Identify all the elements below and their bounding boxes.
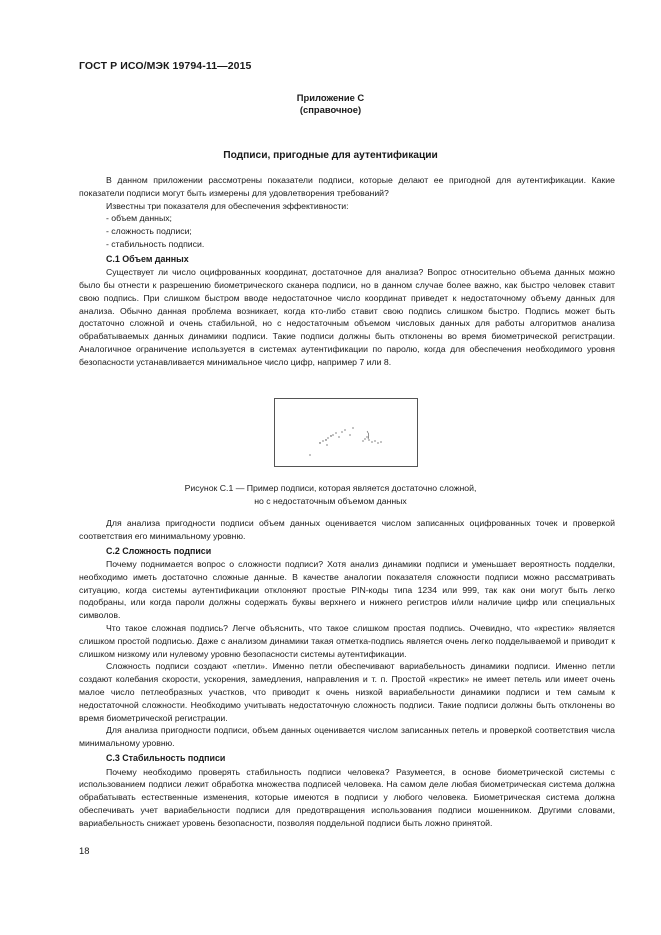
main-block	[79, 517, 615, 830]
page-number: 18	[79, 845, 90, 856]
intro-list-item: - объем данных;	[106, 213, 172, 224]
section-c2-heading: C.2 Сложность подписи	[106, 545, 212, 556]
intro-paragraph-1: В данном приложении рассмотрены показатели подписи, которые делают ее пригодной для аутентификации. Какие показатели подписи могут быть измерены для удовлетворения требований?	[79, 175, 615, 198]
sparse-signature-image	[275, 399, 417, 466]
figure-caption	[0, 482, 661, 507]
appendix-title: Приложение C	[296, 92, 365, 103]
section-c1-heading: C.1 Объем данных	[106, 253, 189, 264]
figure-caption-line-1: Рисунок C.1 — Пример подписи, которая является достаточно сложной,	[184, 483, 477, 493]
section-title: Подписи, пригодные для аутентификации	[223, 150, 438, 161]
c2-paragraph-2: Что такое сложная подпись? Легче объяснить, что такое слишком простая подпись. Очевидно, что «крестик» является слишком простой подписью. Даже с анализом динамики такая отметка-подпись является очень легко подделываемой и приводит к слишком низкому или нулевому уровню безопасности системы аутентификации.	[79, 623, 615, 659]
standard-header: ГОСТ Р ИСО/МЭК 19794-11—2015	[79, 60, 252, 72]
section-c3-heading: C.3 Стабильность подписи	[106, 753, 226, 764]
appendix-subtitle: (справочное)	[299, 104, 362, 115]
appendix-heading	[0, 92, 661, 116]
intro-list-item: - стабильность подписи.	[106, 238, 205, 249]
signature-figure	[274, 398, 418, 467]
c3-paragraph-1: Почему необходимо проверять стабильность подписи человека? Разумеется, в основе биометрической системы с использованием подписи лежит обработка множества подписей человека. На самом деле любая биометрическая система должна обрабатывать естественные изменения, которые имеются в подписи у любого человека. Биометрическая система должна обеспечивать учет вариабельности подписи для предотвращения использования подписи мошенником. Другими словами, вариабельность снижает уровень безопасности, позволяя поддельной подписи быть ложно принятой.	[79, 766, 615, 828]
c2-paragraph-3: Сложность подписи создают «петли». Именно петли обеспечивают вариабельность динамики подписи. Именно петли создают колебания скорости, ускорения, замедления, направления и т. п. Простой «крестик» не имеет петель или имеет очень малое число петлеобразных участков, что приводит к очень низкой вариабельности динамики подписи и тем самым к недостаточной сложности. Необходимо учитывать недостаточную сложность подписи. Такие подписи должны быть отклонены во время биометрической регистрации.	[79, 661, 615, 723]
intro-paragraph-2: Известны три показателя для обеспечения эффективности:	[106, 200, 349, 211]
intro-block	[79, 174, 615, 369]
c1-paragraph-1: Существует ли число оцифрованных координат, достаточное для анализа? Вопрос относительно объема данных можно было бы отнести к разрешению биометрического сканера подписи, но в данном случае более важно, как быстро человек ставит свою подпись. При слишком быстром вводе недостаточное число координат приведет к недостаточному объему данных для анализа. Обычно данная проблема возникает, когда кто-либо ставит свою подпись слишком быстро. Подпись может быть достаточно сложной и очень стабильной, но с недостаточным объемом числовых данных для работы алгоритмов анализа обрабатываемых данных динамики подписи. Такие подписи должны быть отклонены во время биометрической регистрации. Аналогичное ограничение используется в системах аутентификации по паролю, когда для обеспечения необходимого уровня безопасности устанавливается минимальное число цифр, например 7 или 8.	[79, 267, 615, 367]
figure-caption-line-2: но с недостаточным объемом данных	[254, 495, 407, 506]
c2-paragraph-4: Для анализа пригодности подписи, объем данных оценивается числом записанных петель и проверкой соответствия числа минимальному уровню.	[79, 725, 615, 749]
c1-paragraph-2: Для анализа пригодности подписи объем данных оценивается числом записанных оцифрованных точек и проверкой соответствия его минимальному уровню.	[79, 518, 615, 541]
intro-list-item: - сложность подписи;	[106, 226, 192, 237]
c2-paragraph-1: Почему поднимается вопрос о сложности подписи? Хотя анализ динамики подписи и уменьшает вероятность подделки, необходимо иметь достаточно сложные данные. В качестве аналогии показателя сложности подписи можно рассматривать ситуацию, когда системы аутентификации отклоняют простые PIN-коды типа 1234 или 999, так как они могут быть легко подобраны, или когда пароли должны содержать буквы верхнего и нижнего регистров и/или наличие цифр или специальных символов.	[79, 559, 615, 621]
